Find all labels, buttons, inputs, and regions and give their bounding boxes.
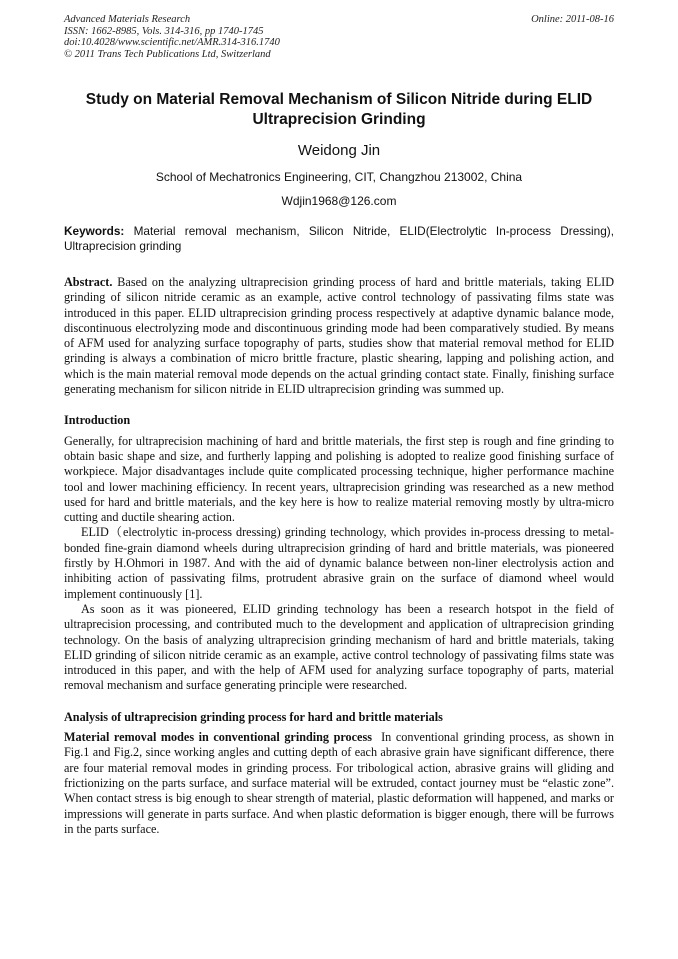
author-name: Weidong Jin — [297, 142, 381, 159]
author-email: Wdjin1968@126.com — [281, 194, 397, 208]
analysis-paragraph-1 — [64, 730, 614, 837]
copyright-line: © 2011 Trans Tech Publications Ltd, Switzerland — [64, 48, 271, 60]
title-line-1: Study on Material Removal Mechanism of Silicon Nitride during ELID — [85, 91, 593, 108]
doi-line: doi:10.4028/www.scientific.net/AMR.314-316.1740 — [64, 37, 280, 48]
abstract — [64, 275, 614, 397]
intro-paragraph-2: ELID（electrolytic in-process dressing) grinding technology, which provides in-process dressing to metal-bonded fine-grain diamond wheels during ultraprecision grinding of hard and brittle materials, was pioneered firstly by H.Ohmori in 1987. And with the aid of dynamic balance between non-liner electrolysis action and inhibiting action of passivating films, protrudent abrasive grain on the surface of diamond wheel would implement continuously [1]. — [64, 525, 614, 601]
intro-paragraph-1: Generally, for ultraprecision machining of hard and brittle materials, the first step is rough and fine grinding to obtain basic shape and size, and furtherly lapping and polishing is adopted to realize good finishing surface of workpiece. Major disadvantages include quite complicated processing technique, higher performance machine tool and lower machining efficiency. In recent years, ultraprecision grinding was researched as a new method used for hard and brittle materials, and the key here is how to realize material removing mostly by ultra-micro cutting and ductile shearing action. — [64, 433, 614, 525]
title-line-2: Ultraprecision Grinding — [252, 111, 426, 128]
subsection-label: Material removal modes in conventional grinding process — [64, 730, 372, 745]
paper-title — [64, 90, 614, 130]
intro-paragraph-3: As soon as it was pioneered, ELID grinding technology has been a research hotspot in the field of ultraprecision processing, and contributed much to the development and application of ultraprecision grinding technology. On the basis of analyzing ultraprecision grinding mechanism of hard and brittle materials, taking ELID grinding of silicon nitride ceramic as an example, active control technology of passivating films state was introduced in this paper, and with the help of AFM used for analyzing surface topography of parts, material removal mechanism and surface generating principle were researched. — [64, 601, 614, 693]
issn-line: ISSN: 1662-8985, Vols. 314-316, pp 1740-1745 — [64, 25, 264, 37]
keywords-label: Keywords: — [64, 224, 125, 238]
journal-name: Advanced Materials Research — [64, 14, 191, 25]
journal-header — [64, 14, 614, 60]
abstract-label: Abstract. — [64, 275, 113, 289]
paper-page — [64, 14, 614, 837]
introduction-section — [64, 434, 614, 694]
affiliation: School of Mechatronics Engineering, CIT, Changzhou 213002, China — [155, 170, 523, 184]
online-date: Online: 2011-08-16 — [531, 14, 614, 25]
introduction-heading: Introduction — [64, 413, 131, 428]
analysis-section — [64, 730, 614, 837]
analysis-heading: Analysis of ultraprecision grinding process for hard and brittle materials — [64, 709, 443, 724]
keywords-text: Material removal mechanism, Silicon Nitride, ELID(Electrolytic In-process Dressing), Ultraprecision grinding — [64, 224, 614, 253]
keywords — [64, 224, 614, 253]
analysis-paragraph-1-text: In conventional grinding process, as shown in Fig.1 and Fig.2, since working angles and cutting depth of each abrasive grain have significant difference, there are four material removal modes in grinding process. For tribological action, abrasive grains will gliding and frictionizing on the parts surface, and surface material will be extruded, contact journey must be “elastic zone”. When contact stress is big enough to shear strength of material, plastic deformation will happened, and marks or impressions will generate in parts surface. And when plastic deformation is bigger enough, there will be furrows in the parts surface. — [64, 730, 615, 836]
abstract-text: Based on the analyzing ultraprecision grinding process of hard and brittle materials, taking ELID grinding of silicon nitride ceramic as an example, active control technology of passivating films state was introduced in this paper. ELID ultraprecision grinding process respectively at adaptive dynamic balance mode, discontinuous electrolyzing mode and discontinuous grinding mode had been comparatively studied. By means of AFM used for analyzing surface topography of parts, studies show that material removal method for ELID grinding is always a combination of micro brittle fracture, plastic shearing, lapping and polishing action, and which is the main material removal mode depends on the actual grinding contact state. Finally, finishing surface generating mechanism for silicon nitride in ELID ultraprecision grinding was summed up. — [64, 275, 615, 397]
